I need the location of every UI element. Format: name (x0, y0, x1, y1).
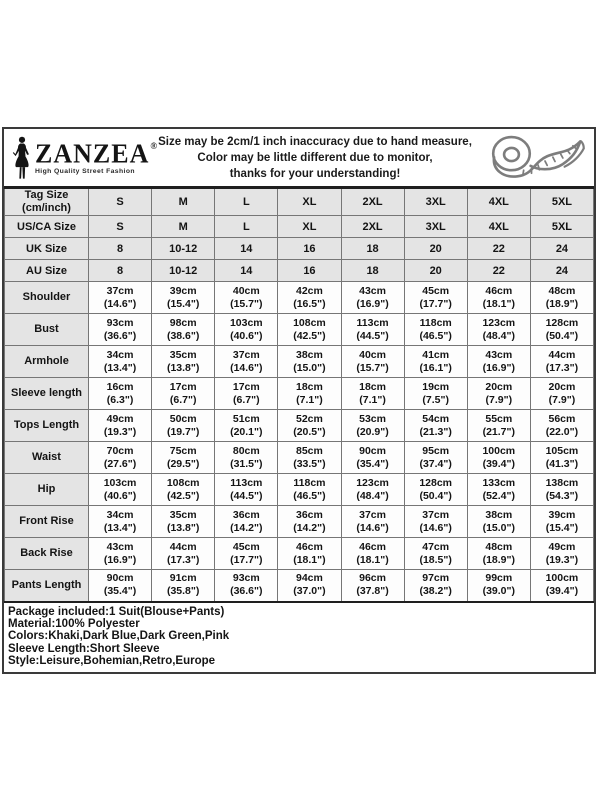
disclaimer-line-1: Size may be 2cm/1 inch inaccuracy due to hand measure, (158, 135, 472, 148)
measure-cell: 48cm (18.9") (530, 282, 593, 314)
measure-cell: 34cm (13.4") (89, 506, 152, 538)
size-cell: 16 (278, 260, 341, 282)
row-label: US/CA Size (5, 216, 89, 238)
measure-cell: 42cm (16.5") (278, 282, 341, 314)
measure-cell: 75cm (29.5") (152, 442, 215, 474)
measure-cell: 98cm (38.6") (152, 314, 215, 346)
table-row (5, 238, 594, 260)
measure-cell: 37cm (14.6") (404, 506, 467, 538)
measure-cell: 36cm (14.2") (215, 506, 278, 538)
table-row (5, 378, 594, 410)
measure-cell: 100cm (39.4") (530, 570, 593, 602)
measure-cell: 17cm (6.7") (215, 378, 278, 410)
table-row (5, 314, 594, 346)
measure-cell: 36cm (14.2") (278, 506, 341, 538)
size-cell: 2XL (341, 188, 404, 216)
measure-cell: 43cm (16.9") (341, 282, 404, 314)
table-row (5, 538, 594, 570)
measure-cell: 80cm (31.5") (215, 442, 278, 474)
measure-cell: 48cm (18.9") (467, 538, 530, 570)
measure-cell: 96cm (37.8") (341, 570, 404, 602)
measure-cell: 46cm (18.1") (467, 282, 530, 314)
size-cell: 4XL (467, 216, 530, 238)
row-label: Bust (5, 314, 89, 346)
size-cell: 3XL (404, 188, 467, 216)
measure-cell: 55cm (21.7") (467, 410, 530, 442)
measure-cell: 16cm (6.3") (89, 378, 152, 410)
size-cell: 24 (530, 260, 593, 282)
measure-cell: 123cm (48.4") (467, 314, 530, 346)
measure-cell: 108cm (42.5") (278, 314, 341, 346)
measure-cell: 37cm (14.6") (215, 346, 278, 378)
row-label: Shoulder (5, 282, 89, 314)
size-cell: 18 (341, 238, 404, 260)
measure-cell: 34cm (13.4") (89, 346, 152, 378)
measure-cell: 123cm (48.4") (341, 474, 404, 506)
row-label: Tag Size (cm/inch) (5, 188, 89, 216)
measure-cell: 103cm (40.6") (215, 314, 278, 346)
table-row (5, 570, 594, 602)
size-cell: 18 (341, 260, 404, 282)
detail-colors: Colors:Khaki,Dark Blue,Dark Green,Pink (8, 630, 230, 643)
measure-cell: 43cm (16.9") (89, 538, 152, 570)
size-cell: 20 (404, 260, 467, 282)
measure-cell: 43cm (16.9") (467, 346, 530, 378)
detail-package: Package included:1 Suit(Blouse+Pants) (8, 605, 225, 618)
size-cell: 3XL (404, 216, 467, 238)
measuring-tape-icon (476, 131, 594, 185)
measure-cell: 53cm (20.9") (341, 410, 404, 442)
size-table (4, 186, 594, 603)
brand-tagline: High Quality Street Fashion (35, 167, 135, 175)
row-label: Tops Length (5, 410, 89, 442)
size-cell: M (152, 188, 215, 216)
measure-cell: 105cm (41.3") (530, 442, 593, 474)
row-label: Hip (5, 474, 89, 506)
measure-cell: 70cm (27.6") (89, 442, 152, 474)
row-label: Pants Length (5, 570, 89, 602)
size-cell: 4XL (467, 188, 530, 216)
measure-cell: 95cm (37.4") (404, 442, 467, 474)
measure-cell: 93cm (36.6") (89, 314, 152, 346)
measure-cell: 133cm (52.4") (467, 474, 530, 506)
disclaimer-line-3: thanks for your understanding! (229, 167, 401, 180)
measure-cell: 90cm (35.4") (89, 570, 152, 602)
table-row (5, 216, 594, 238)
measure-cell: 37cm (14.6") (89, 282, 152, 314)
measure-cell: 18cm (7.1") (278, 378, 341, 410)
header-band (4, 129, 594, 186)
size-cell: S (89, 216, 152, 238)
measure-cell: 17cm (6.7") (152, 378, 215, 410)
row-label: UK Size (5, 238, 89, 260)
measure-cell: 85cm (33.5") (278, 442, 341, 474)
measure-cell: 51cm (20.1") (215, 410, 278, 442)
measure-cell: 103cm (40.6") (89, 474, 152, 506)
size-table-body (5, 188, 594, 602)
size-cell: XL (278, 216, 341, 238)
detail-material: Material:100% Polyester (8, 617, 140, 630)
size-cell: 16 (278, 238, 341, 260)
row-label: Armhole (5, 346, 89, 378)
measure-cell: 118cm (46.5") (278, 474, 341, 506)
size-cell: 10-12 (152, 238, 215, 260)
table-row (5, 442, 594, 474)
disclaimer-line-2: Color may be little different due to monitor, (197, 151, 433, 164)
table-row (5, 410, 594, 442)
table-row (5, 260, 594, 282)
measure-cell: 45cm (17.7") (404, 282, 467, 314)
brand-logo (4, 135, 158, 181)
measure-cell: 56cm (22.0") (530, 410, 593, 442)
table-row (5, 474, 594, 506)
table-row (5, 346, 594, 378)
measure-cell: 41cm (16.1") (404, 346, 467, 378)
measure-cell: 100cm (39.4") (467, 442, 530, 474)
measure-cell: 38cm (15.0") (278, 346, 341, 378)
measure-cell: 40cm (15.7") (341, 346, 404, 378)
size-cell: 22 (467, 260, 530, 282)
size-cell: 22 (467, 238, 530, 260)
product-details (4, 603, 594, 672)
measure-cell: 138cm (54.3") (530, 474, 593, 506)
measure-cell: 35cm (13.8") (152, 346, 215, 378)
size-cell: L (215, 188, 278, 216)
measure-cell: 40cm (15.7") (215, 282, 278, 314)
measure-cell: 35cm (13.8") (152, 506, 215, 538)
measure-cell: 18cm (7.1") (341, 378, 404, 410)
measure-cell: 47cm (18.5") (404, 538, 467, 570)
measure-cell: 49cm (19.3") (89, 410, 152, 442)
brand-name: ZANZEA (35, 137, 150, 169)
measure-cell: 50cm (19.7") (152, 410, 215, 442)
measure-cell: 39cm (15.4") (530, 506, 593, 538)
row-label: Back Rise (5, 538, 89, 570)
size-cell: 8 (89, 238, 152, 260)
measure-cell: 99cm (39.0") (467, 570, 530, 602)
detail-style: Style:Leisure,Bohemian,Retro,Europe (8, 655, 216, 668)
measure-cell: 108cm (42.5") (152, 474, 215, 506)
measure-cell: 20cm (7.9") (467, 378, 530, 410)
measure-cell: 54cm (21.3") (404, 410, 467, 442)
size-cell: 2XL (341, 216, 404, 238)
measure-cell: 52cm (20.5") (278, 410, 341, 442)
measure-cell: 45cm (17.7") (215, 538, 278, 570)
measure-cell: 113cm (44.5") (341, 314, 404, 346)
size-cell: M (152, 216, 215, 238)
measure-cell: 128cm (50.4") (530, 314, 593, 346)
table-row (5, 188, 594, 216)
measure-cell: 20cm (7.9") (530, 378, 593, 410)
measure-cell: 113cm (44.5") (215, 474, 278, 506)
row-label: Sleeve length (5, 378, 89, 410)
size-cell: 20 (404, 238, 467, 260)
size-cell: 8 (89, 260, 152, 282)
measure-cell: 128cm (50.4") (404, 474, 467, 506)
measure-disclaimer (154, 134, 476, 182)
measure-cell: 91cm (35.8") (152, 570, 215, 602)
measure-cell: 46cm (18.1") (341, 538, 404, 570)
measure-cell: 19cm (7.5") (404, 378, 467, 410)
table-row (5, 506, 594, 538)
measure-cell: 97cm (38.2") (404, 570, 467, 602)
measure-cell: 49cm (19.3") (530, 538, 593, 570)
measure-cell: 118cm (46.5") (404, 314, 467, 346)
size-cell: XL (278, 188, 341, 216)
size-cell: 5XL (530, 216, 593, 238)
measure-cell: 37cm (14.6") (341, 506, 404, 538)
measure-cell: 46cm (18.1") (278, 538, 341, 570)
brand-logo-text (35, 137, 158, 175)
size-cell: 14 (215, 238, 278, 260)
size-chart-table (2, 127, 596, 674)
table-row (5, 282, 594, 314)
measure-cell: 44cm (17.3") (152, 538, 215, 570)
measure-cell: 44cm (17.3") (530, 346, 593, 378)
size-cell: 14 (215, 260, 278, 282)
measure-cell: 93cm (36.6") (215, 570, 278, 602)
size-cell: 5XL (530, 188, 593, 216)
measure-cell: 90cm (35.4") (341, 442, 404, 474)
row-label: AU Size (5, 260, 89, 282)
size-cell: L (215, 216, 278, 238)
row-label: Waist (5, 442, 89, 474)
size-cell: 10-12 (152, 260, 215, 282)
registered-trademark-icon: ® (150, 140, 158, 151)
measure-cell: 39cm (15.4") (152, 282, 215, 314)
size-cell: 24 (530, 238, 593, 260)
row-label: Front Rise (5, 506, 89, 538)
measure-cell: 94cm (37.0") (278, 570, 341, 602)
size-cell: S (89, 188, 152, 216)
woman-silhouette-icon (11, 135, 33, 181)
detail-sleeve-length: Sleeve Length:Short Sleeve (8, 642, 160, 655)
measure-cell: 38cm (15.0") (467, 506, 530, 538)
